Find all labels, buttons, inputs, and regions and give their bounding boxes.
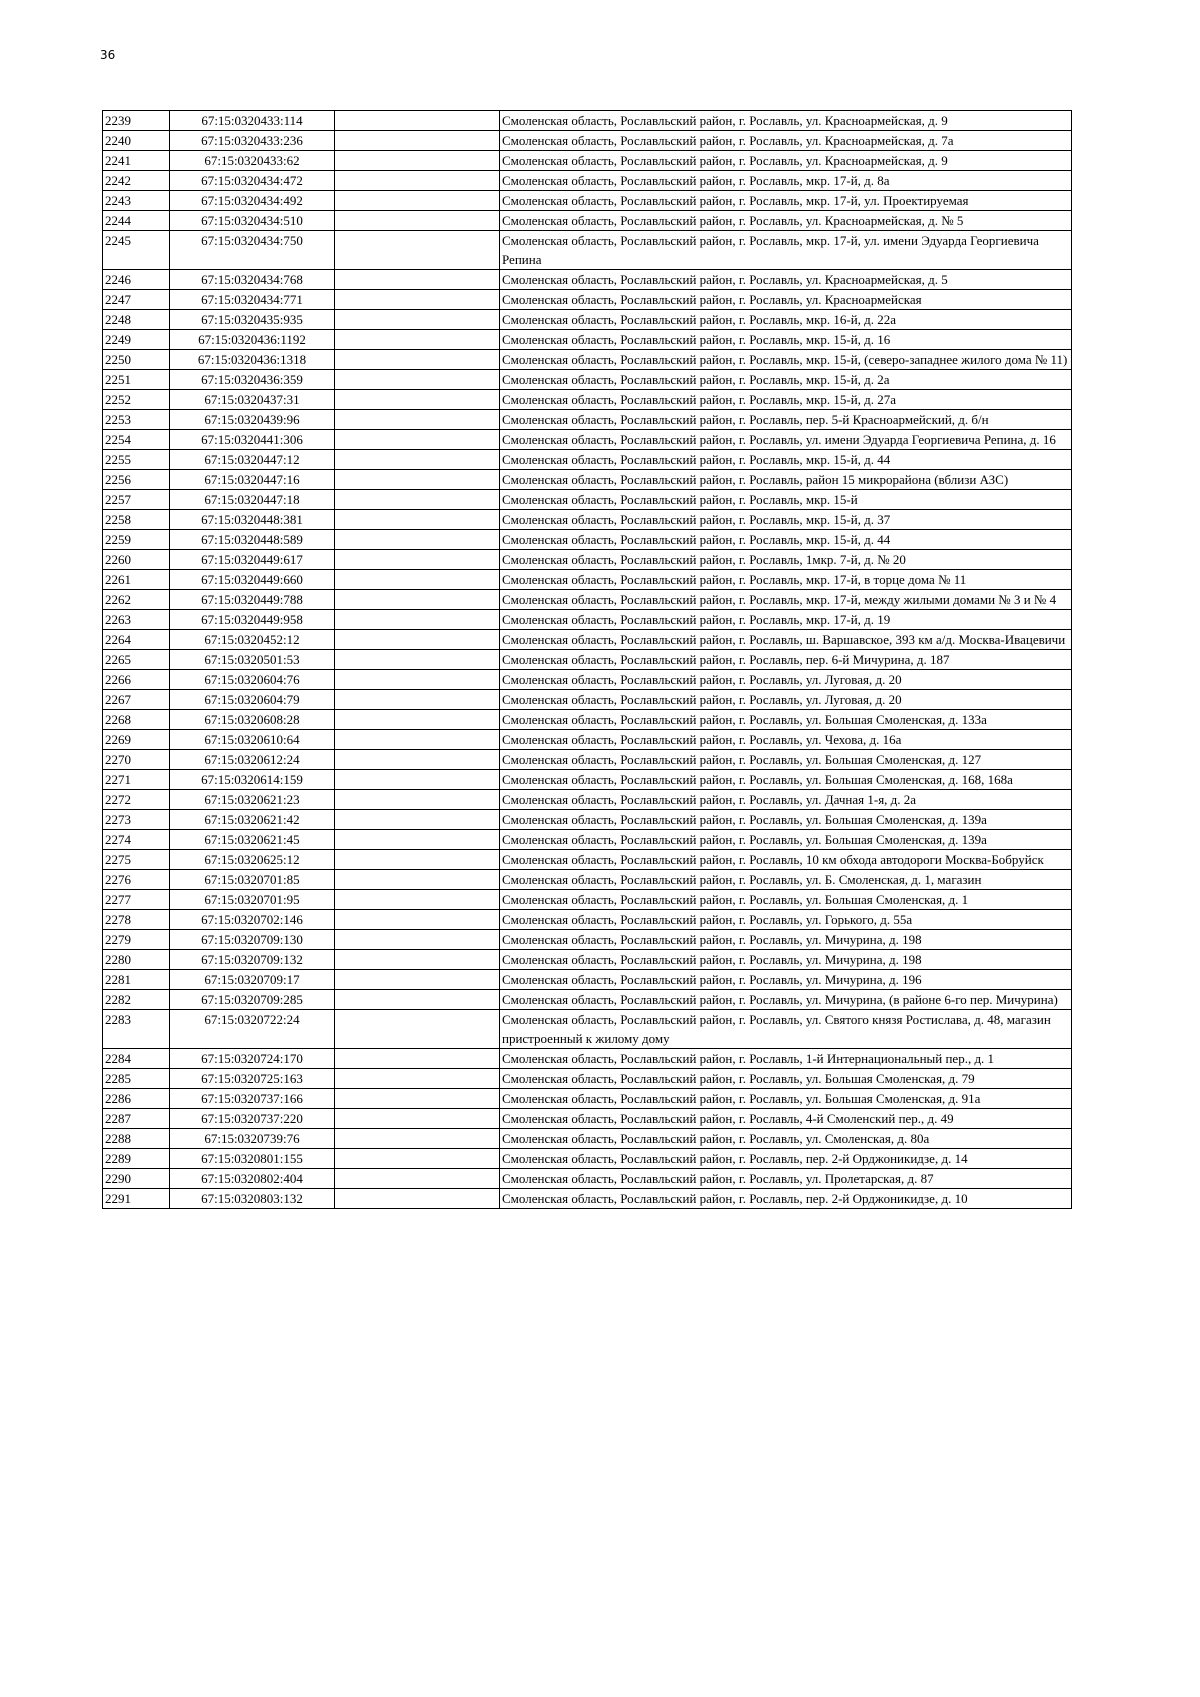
empty-cell: [335, 370, 500, 390]
table-row: [103, 1069, 1072, 1089]
empty-cell: [335, 191, 500, 211]
empty-cell: [335, 630, 500, 650]
table-row: [103, 530, 1072, 550]
address-cell: Смоленская область, Рославльский район, г. Рославль, 1-й Интернациональный пер., д. 1: [500, 1049, 1072, 1069]
address-cell: Смоленская область, Рославльский район, г. Рославль, ул. Большая Смоленская, д. 168, 168а: [500, 770, 1072, 790]
cadastral-number-cell: 67:15:0320739:76: [170, 1129, 335, 1149]
row-number-cell: 2241: [103, 151, 170, 171]
row-number-cell: 2281: [103, 970, 170, 990]
row-number-cell: 2261: [103, 570, 170, 590]
address-cell: Смоленская область, Рославльский район, г. Рославль, мкр. 15-й: [500, 490, 1072, 510]
row-number-cell: 2246: [103, 270, 170, 290]
address-cell: Смоленская область, Рославльский район, г. Рославль, пер. 2-й Орджоникидзе, д. 14: [500, 1149, 1072, 1169]
cadastral-number-cell: 67:15:0320737:220: [170, 1109, 335, 1129]
cadastral-number-cell: 67:15:0320604:79: [170, 690, 335, 710]
cadastral-number-cell: 67:15:0320803:132: [170, 1189, 335, 1209]
row-number-cell: 2250: [103, 350, 170, 370]
address-cell: Смоленская область, Рославльский район, г. Рославль, район 15 микрорайона (вблизи АЗС): [500, 470, 1072, 490]
empty-cell: [335, 1109, 500, 1129]
row-number-cell: 2247: [103, 290, 170, 310]
row-number-cell: 2277: [103, 890, 170, 910]
address-cell: Смоленская область, Рославльский район, г. Рославль, ул. Святого князя Ростислава, д. 48, магазин пристроенный к жилому дому: [500, 1010, 1072, 1049]
row-number-cell: 2289: [103, 1149, 170, 1169]
cadastral-number-cell: 67:15:0320437:31: [170, 390, 335, 410]
cadastral-number-cell: 67:15:0320621:42: [170, 810, 335, 830]
address-cell: Смоленская область, Рославльский район, г. Рославль, пер. 2-й Орджоникидзе, д. 10: [500, 1189, 1072, 1209]
table-row: [103, 1189, 1072, 1209]
address-cell: Смоленская область, Рославльский район, г. Рославль, ул. Дачная 1-я, д. 2а: [500, 790, 1072, 810]
cadastral-number-cell: 67:15:0320801:155: [170, 1149, 335, 1169]
table-row: [103, 910, 1072, 930]
table-row: [103, 990, 1072, 1010]
cadastral-number-cell: 67:15:0320725:163: [170, 1069, 335, 1089]
cadastral-number-cell: 67:15:0320433:62: [170, 151, 335, 171]
empty-cell: [335, 850, 500, 870]
empty-cell: [335, 830, 500, 850]
table-row: [103, 790, 1072, 810]
empty-cell: [335, 950, 500, 970]
table-row: [103, 290, 1072, 310]
table-row: [103, 410, 1072, 430]
address-cell: Смоленская область, Рославльский район, г. Рославль, мкр. 17-й, д. 8а: [500, 171, 1072, 191]
page-number: 36: [100, 48, 116, 62]
row-number-cell: 2270: [103, 750, 170, 770]
row-number-cell: 2254: [103, 430, 170, 450]
row-number-cell: 2288: [103, 1129, 170, 1149]
table-row: [103, 730, 1072, 750]
row-number-cell: 2245: [103, 231, 170, 270]
address-cell: Смоленская область, Рославльский район, г. Рославль, ул. Красноармейская, д. 5: [500, 270, 1072, 290]
table-row: [103, 710, 1072, 730]
row-number-cell: 2264: [103, 630, 170, 650]
address-cell: Смоленская область, Рославльский район, г. Рославль, ул. Большая Смоленская, д. 127: [500, 750, 1072, 770]
cadastral-number-cell: 67:15:0320449:617: [170, 550, 335, 570]
empty-cell: [335, 350, 500, 370]
empty-cell: [335, 570, 500, 590]
row-number-cell: 2243: [103, 191, 170, 211]
cadastral-number-cell: 67:15:0320447:12: [170, 450, 335, 470]
address-cell: Смоленская область, Рославльский район, г. Рославль, 1мкр. 7-й, д. № 20: [500, 550, 1072, 570]
empty-cell: [335, 1149, 500, 1169]
cadastral-number-cell: 67:15:0320433:236: [170, 131, 335, 151]
cadastral-number-cell: 67:15:0320610:64: [170, 730, 335, 750]
cadastral-number-cell: 67:15:0320604:76: [170, 670, 335, 690]
empty-cell: [335, 1069, 500, 1089]
row-number-cell: 2267: [103, 690, 170, 710]
empty-cell: [335, 490, 500, 510]
row-number-cell: 2284: [103, 1049, 170, 1069]
cadastral-number-cell: 67:15:0320608:28: [170, 710, 335, 730]
cadastral-number-cell: 67:15:0320621:45: [170, 830, 335, 850]
table-row: [103, 151, 1072, 171]
address-cell: Смоленская область, Рославльский район, г. Рославль, ул. Чехова, д. 16а: [500, 730, 1072, 750]
empty-cell: [335, 730, 500, 750]
row-number-cell: 2280: [103, 950, 170, 970]
cadastral-number-cell: 67:15:0320709:130: [170, 930, 335, 950]
table-row: [103, 191, 1072, 211]
table-row: [103, 670, 1072, 690]
address-cell: Смоленская область, Рославльский район, г. Рославль, ул. Большая Смоленская, д. 79: [500, 1069, 1072, 1089]
cadastral-number-cell: 67:15:0320702:146: [170, 910, 335, 930]
row-number-cell: 2244: [103, 211, 170, 231]
address-cell: Смоленская область, Рославльский район, г. Рославль, ул. Красноармейская, д. 9: [500, 151, 1072, 171]
empty-cell: [335, 231, 500, 270]
empty-cell: [335, 690, 500, 710]
address-cell: Смоленская область, Рославльский район, г. Рославль, мкр. 15-й, д. 27а: [500, 390, 1072, 410]
row-number-cell: 2283: [103, 1010, 170, 1049]
address-cell: Смоленская область, Рославльский район, г. Рославль, мкр. 15-й, д. 37: [500, 510, 1072, 530]
address-cell: Смоленская область, Рославльский район, г. Рославль, мкр. 17-й, ул. Проектируемая: [500, 191, 1072, 211]
empty-cell: [335, 410, 500, 430]
row-number-cell: 2260: [103, 550, 170, 570]
table-row: [103, 310, 1072, 330]
empty-cell: [335, 171, 500, 191]
table-row: [103, 510, 1072, 530]
address-cell: Смоленская область, Рославльский район, г. Рославль, пер. 6-й Мичурина, д. 187: [500, 650, 1072, 670]
row-number-cell: 2258: [103, 510, 170, 530]
cadastral-number-cell: 67:15:0320434:492: [170, 191, 335, 211]
empty-cell: [335, 510, 500, 530]
address-cell: Смоленская область, Рославльский район, г. Рославль, ул. Луговая, д. 20: [500, 670, 1072, 690]
table-row: [103, 470, 1072, 490]
table-row: [103, 1109, 1072, 1129]
table-row: [103, 171, 1072, 191]
empty-cell: [335, 1189, 500, 1209]
table-row: [103, 550, 1072, 570]
cadastral-number-cell: 67:15:0320448:589: [170, 530, 335, 550]
empty-cell: [335, 770, 500, 790]
cadastral-number-cell: 67:15:0320621:23: [170, 790, 335, 810]
row-number-cell: 2275: [103, 850, 170, 870]
address-cell: Смоленская область, Рославльский район, г. Рославль, ул. имени Эдуарда Георгиевича Репина, д. 16: [500, 430, 1072, 450]
empty-cell: [335, 870, 500, 890]
address-cell: Смоленская область, Рославльский район, г. Рославль, ул. Красноармейская, д. 7а: [500, 131, 1072, 151]
row-number-cell: 2291: [103, 1189, 170, 1209]
cadastral-number-cell: 67:15:0320436:1192: [170, 330, 335, 350]
empty-cell: [335, 810, 500, 830]
empty-cell: [335, 890, 500, 910]
row-number-cell: 2287: [103, 1109, 170, 1129]
table-row: [103, 970, 1072, 990]
cadastral-number-cell: 67:15:0320447:18: [170, 490, 335, 510]
table-row: [103, 610, 1072, 630]
table-row: [103, 810, 1072, 830]
empty-cell: [335, 750, 500, 770]
row-number-cell: 2259: [103, 530, 170, 550]
row-number-cell: 2262: [103, 590, 170, 610]
table-row: [103, 430, 1072, 450]
empty-cell: [335, 1010, 500, 1049]
table-row: [103, 111, 1072, 131]
empty-cell: [335, 470, 500, 490]
empty-cell: [335, 970, 500, 990]
empty-cell: [335, 590, 500, 610]
empty-cell: [335, 310, 500, 330]
registry-table-body: [103, 111, 1072, 1209]
cadastral-number-cell: 67:15:0320434:472: [170, 171, 335, 191]
cadastral-number-cell: 67:15:0320447:16: [170, 470, 335, 490]
cadastral-number-cell: 67:15:0320701:95: [170, 890, 335, 910]
address-cell: Смоленская область, Рославльский район, г. Рославль, мкр. 17-й, в торце дома № 11: [500, 570, 1072, 590]
table-row: [103, 870, 1072, 890]
cadastral-number-cell: 67:15:0320439:96: [170, 410, 335, 430]
row-number-cell: 2266: [103, 670, 170, 690]
empty-cell: [335, 650, 500, 670]
cadastral-number-cell: 67:15:0320449:660: [170, 570, 335, 590]
address-cell: Смоленская область, Рославльский район, г. Рославль, мкр. 17-й, между жилыми домами № 3 и № 4: [500, 590, 1072, 610]
table-row: [103, 211, 1072, 231]
table-row: [103, 490, 1072, 510]
table-row: [103, 770, 1072, 790]
row-number-cell: 2271: [103, 770, 170, 790]
table-row: [103, 950, 1072, 970]
row-number-cell: 2256: [103, 470, 170, 490]
table-row: [103, 890, 1072, 910]
row-number-cell: 2251: [103, 370, 170, 390]
empty-cell: [335, 390, 500, 410]
table-row: [103, 690, 1072, 710]
empty-cell: [335, 1049, 500, 1069]
empty-cell: [335, 430, 500, 450]
empty-cell: [335, 550, 500, 570]
table-row: [103, 270, 1072, 290]
table-row: [103, 1169, 1072, 1189]
cadastral-number-cell: 67:15:0320434:768: [170, 270, 335, 290]
empty-cell: [335, 910, 500, 930]
address-cell: Смоленская область, Рославльский район, г. Рославль, ул. Большая Смоленская, д. 1: [500, 890, 1072, 910]
cadastral-number-cell: 67:15:0320722:24: [170, 1010, 335, 1049]
table-row: [103, 1129, 1072, 1149]
table-row: [103, 330, 1072, 350]
row-number-cell: 2248: [103, 310, 170, 330]
address-cell: Смоленская область, Рославльский район, г. Рославль, мкр. 16-й, д. 22а: [500, 310, 1072, 330]
address-cell: Смоленская область, Рославльский район, г. Рославль, ул. Большая Смоленская, д. 139а: [500, 810, 1072, 830]
empty-cell: [335, 530, 500, 550]
address-cell: Смоленская область, Рославльский район, г. Рославль, мкр. 15-й, д. 44: [500, 450, 1072, 470]
row-number-cell: 2239: [103, 111, 170, 131]
address-cell: Смоленская область, Рославльский район, г. Рославль, ул. Большая Смоленская, д. 133а: [500, 710, 1072, 730]
empty-cell: [335, 1169, 500, 1189]
empty-cell: [335, 670, 500, 690]
cadastral-number-cell: 67:15:0320501:53: [170, 650, 335, 670]
row-number-cell: 2279: [103, 930, 170, 950]
address-cell: Смоленская область, Рославльский район, г. Рославль, пер. 5-й Красноармейский, д. б/н: [500, 410, 1072, 430]
table-row: [103, 131, 1072, 151]
cadastral-number-cell: 67:15:0320452:12: [170, 630, 335, 650]
cadastral-number-cell: 67:15:0320436:1318: [170, 350, 335, 370]
row-number-cell: 2242: [103, 171, 170, 191]
address-cell: Смоленская область, Рославльский район, г. Рославль, ул. Мичурина, д. 198: [500, 930, 1072, 950]
empty-cell: [335, 211, 500, 231]
cadastral-number-cell: 67:15:0320737:166: [170, 1089, 335, 1109]
address-cell: Смоленская область, Рославльский район, г. Рославль, мкр. 17-й, д. 19: [500, 610, 1072, 630]
table-row: [103, 850, 1072, 870]
address-cell: Смоленская область, Рославльский район, г. Рославль, ул. Смоленская, д. 80а: [500, 1129, 1072, 1149]
address-cell: Смоленская область, Рославльский район, г. Рославль, мкр. 15-й, д. 16: [500, 330, 1072, 350]
empty-cell: [335, 111, 500, 131]
cadastral-number-cell: 67:15:0320709:132: [170, 950, 335, 970]
row-number-cell: 2257: [103, 490, 170, 510]
row-number-cell: 2265: [103, 650, 170, 670]
address-cell: Смоленская область, Рославльский район, г. Рославль, ул. Мичурина, (в районе 6-го пер. Мичурина): [500, 990, 1072, 1010]
address-cell: Смоленская область, Рославльский район, г. Рославль, мкр. 15-й, (северо-западнее жилого дома № 11): [500, 350, 1072, 370]
cadastral-number-cell: 67:15:0320701:85: [170, 870, 335, 890]
address-cell: Смоленская область, Рославльский район, г. Рославль, ул. Красноармейская, д. № 5: [500, 211, 1072, 231]
empty-cell: [335, 990, 500, 1010]
address-cell: Смоленская область, Рославльский район, г. Рославль, мкр. 17-й, ул. имени Эдуарда Георгиевича Репина: [500, 231, 1072, 270]
table-row: [103, 1089, 1072, 1109]
cadastral-number-cell: 67:15:0320709:285: [170, 990, 335, 1010]
row-number-cell: 2278: [103, 910, 170, 930]
table-row: [103, 830, 1072, 850]
cadastral-number-cell: 67:15:0320434:510: [170, 211, 335, 231]
address-cell: Смоленская область, Рославльский район, г. Рославль, мкр. 15-й, д. 2а: [500, 370, 1072, 390]
address-cell: Смоленская область, Рославльский район, г. Рославль, ул. Б. Смоленская, д. 1, магазин: [500, 870, 1072, 890]
cadastral-number-cell: 67:15:0320448:381: [170, 510, 335, 530]
empty-cell: [335, 290, 500, 310]
cadastral-number-cell: 67:15:0320441:306: [170, 430, 335, 450]
address-cell: Смоленская область, Рославльский район, г. Рославль, ш. Варшавское, 393 км а/д. Москва-Ивацевичи: [500, 630, 1072, 650]
table-row: [103, 570, 1072, 590]
address-cell: Смоленская область, Рославльский район, г. Рославль, ул. Горького, д. 55а: [500, 910, 1072, 930]
table-row: [103, 1149, 1072, 1169]
address-cell: Смоленская область, Рославльский район, г. Рославль, 10 км обхода автодороги Москва-Бобруйск: [500, 850, 1072, 870]
cadastral-number-cell: 67:15:0320449:958: [170, 610, 335, 630]
cadastral-number-cell: 67:15:0320625:12: [170, 850, 335, 870]
empty-cell: [335, 1089, 500, 1109]
empty-cell: [335, 710, 500, 730]
table-row: [103, 930, 1072, 950]
address-cell: Смоленская область, Рославльский район, г. Рославль, ул. Большая Смоленская, д. 91а: [500, 1089, 1072, 1109]
row-number-cell: 2252: [103, 390, 170, 410]
row-number-cell: 2263: [103, 610, 170, 630]
cadastral-number-cell: 67:15:0320434:750: [170, 231, 335, 270]
cadastral-number-cell: 67:15:0320724:170: [170, 1049, 335, 1069]
row-number-cell: 2282: [103, 990, 170, 1010]
empty-cell: [335, 151, 500, 171]
row-number-cell: 2255: [103, 450, 170, 470]
table-row: [103, 450, 1072, 470]
address-cell: Смоленская область, Рославльский район, г. Рославль, ул. Луговая, д. 20: [500, 690, 1072, 710]
cadastral-number-cell: 67:15:0320449:788: [170, 590, 335, 610]
cadastral-number-cell: 67:15:0320435:935: [170, 310, 335, 330]
address-cell: Смоленская область, Рославльский район, г. Рославль, ул. Красноармейская, д. 9: [500, 111, 1072, 131]
row-number-cell: 2269: [103, 730, 170, 750]
address-cell: Смоленская область, Рославльский район, г. Рославль, ул. Мичурина, д. 196: [500, 970, 1072, 990]
cadastral-number-cell: 67:15:0320709:17: [170, 970, 335, 990]
empty-cell: [335, 930, 500, 950]
row-number-cell: 2286: [103, 1089, 170, 1109]
table-row: [103, 630, 1072, 650]
row-number-cell: 2253: [103, 410, 170, 430]
address-cell: Смоленская область, Рославльский район, г. Рославль, мкр. 15-й, д. 44: [500, 530, 1072, 550]
row-number-cell: 2268: [103, 710, 170, 730]
cadastral-number-cell: 67:15:0320802:404: [170, 1169, 335, 1189]
empty-cell: [335, 330, 500, 350]
address-cell: Смоленская область, Рославльский район, г. Рославль, 4-й Смоленский пер., д. 49: [500, 1109, 1072, 1129]
cadastral-number-cell: 67:15:0320612:24: [170, 750, 335, 770]
table-row: [103, 750, 1072, 770]
row-number-cell: 2285: [103, 1069, 170, 1089]
cadastral-number-cell: 67:15:0320433:114: [170, 111, 335, 131]
empty-cell: [335, 270, 500, 290]
empty-cell: [335, 450, 500, 470]
empty-cell: [335, 610, 500, 630]
cadastral-number-cell: 67:15:0320436:359: [170, 370, 335, 390]
address-cell: Смоленская область, Рославльский район, г. Рославль, ул. Красноармейская: [500, 290, 1072, 310]
row-number-cell: 2240: [103, 131, 170, 151]
cadastral-number-cell: 67:15:0320434:771: [170, 290, 335, 310]
address-cell: Смоленская область, Рославльский район, г. Рославль, ул. Пролетарская, д. 87: [500, 1169, 1072, 1189]
empty-cell: [335, 131, 500, 151]
table-row: [103, 1049, 1072, 1069]
table-row: [103, 390, 1072, 410]
empty-cell: [335, 790, 500, 810]
table-row: [103, 370, 1072, 390]
row-number-cell: 2276: [103, 870, 170, 890]
row-number-cell: 2274: [103, 830, 170, 850]
row-number-cell: 2290: [103, 1169, 170, 1189]
table-row: [103, 350, 1072, 370]
row-number-cell: 2249: [103, 330, 170, 350]
table-row: [103, 231, 1072, 270]
table-row: [103, 650, 1072, 670]
cadastral-number-cell: 67:15:0320614:159: [170, 770, 335, 790]
address-cell: Смоленская область, Рославльский район, г. Рославль, ул. Мичурина, д. 198: [500, 950, 1072, 970]
address-cell: Смоленская область, Рославльский район, г. Рославль, ул. Большая Смоленская, д. 139а: [500, 830, 1072, 850]
row-number-cell: 2273: [103, 810, 170, 830]
table-row: [103, 1010, 1072, 1049]
registry-table: [102, 110, 1072, 1209]
table-row: [103, 590, 1072, 610]
row-number-cell: 2272: [103, 790, 170, 810]
empty-cell: [335, 1129, 500, 1149]
